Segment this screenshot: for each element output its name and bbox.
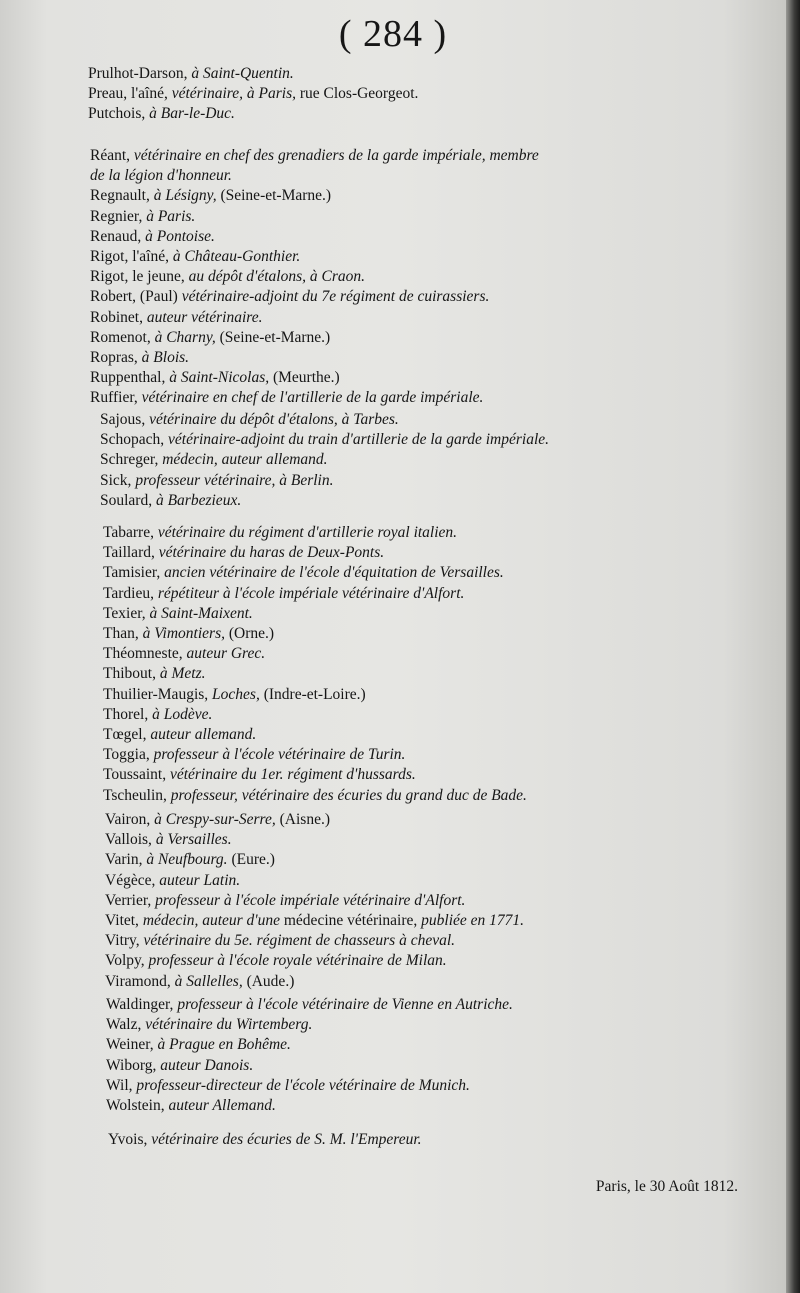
entry-line	[103, 624, 274, 644]
entry-line	[100, 450, 328, 470]
entry-line	[90, 267, 365, 287]
entry-text: Volpy,	[105, 952, 149, 970]
entry-text: Toggia,	[103, 746, 154, 764]
entry-italic-text: à Saint-Maixent.	[149, 604, 253, 622]
entry-text: Toussaint,	[103, 766, 170, 784]
entry-italic-text: vétérinaire en chef des grenadiers de la garde impériale, membre	[133, 147, 539, 164]
entry-text: Renaud,	[90, 227, 146, 245]
entry-text: Tabarre,	[103, 524, 158, 541]
entry-text: Romenot,	[90, 328, 155, 346]
entry-line	[88, 84, 418, 104]
entry-text: Robert, (Paul)	[90, 288, 182, 306]
entry-text: Texier,	[103, 604, 150, 622]
entry-italic-text: à Versailles.	[155, 831, 232, 849]
entry-italic-text: vétérinaire du régiment d'artillerie royal italien.	[157, 524, 458, 541]
entry-italic-text: publiée en 1771.	[421, 912, 525, 929]
entry-line	[106, 1076, 470, 1096]
entry-text: Thorel,	[103, 705, 153, 723]
entry-text: Thuilier-Maugis,	[103, 685, 213, 703]
entry-text: Verrier,	[105, 891, 156, 909]
entry-line	[100, 410, 399, 430]
entry-italic-text: à Pontoise.	[145, 227, 215, 245]
entry-line	[103, 745, 405, 765]
entry-italic-text: à Neufbourg.	[146, 851, 232, 869]
entry-line	[105, 911, 524, 931]
entry-line	[103, 563, 504, 583]
entry-text: Regnier,	[90, 207, 147, 225]
entry-text: (Orne.)	[228, 625, 275, 642]
entry-line	[103, 523, 457, 543]
entry-italic-text: à Crespy-sur-Serre,	[154, 811, 280, 828]
entry-text: (Seine-et-Marne.)	[220, 187, 332, 205]
entry-text: (Seine-et-Marne.)	[219, 328, 331, 346]
entry-line	[100, 430, 549, 450]
entry-italic-text: vétérinaire en chef de l'artillerie de la garde impériale.	[141, 389, 484, 407]
entry-line	[103, 664, 205, 684]
entry-line	[103, 604, 253, 624]
entry-italic-text: à Bar-le-Duc.	[149, 105, 235, 123]
entry-italic-text: à Saint-Quentin.	[191, 65, 294, 82]
page-number: ( 284 )	[338, 13, 448, 55]
entry-text: Tscheulin,	[103, 786, 171, 804]
entry-italic-text: à Lésigny,	[153, 187, 221, 205]
entry-line	[106, 1096, 276, 1116]
entry-italic-text: à Metz.	[159, 665, 206, 683]
entry-text: Than,	[103, 625, 143, 642]
entry-italic-text: auteur vétérinaire.	[146, 308, 263, 326]
entry-italic-text: à Barbezieux.	[155, 491, 242, 509]
entry-line	[100, 471, 333, 491]
entry-italic-text: médecin, auteur allemand.	[162, 451, 328, 469]
entry-text: Tamisier,	[103, 564, 165, 582]
entry-line	[90, 328, 330, 348]
entry-text: Regnault,	[90, 187, 154, 205]
entry-italic-text: vétérinaire du haras de Deux-Ponts.	[158, 544, 385, 562]
entry-text: Walz,	[106, 1016, 146, 1034]
entry-text: Tardieu,	[103, 584, 158, 602]
entry-line	[103, 584, 464, 604]
entry-italic-text: à Château-Gonthier.	[172, 248, 301, 265]
entry-text: Sajous,	[100, 411, 150, 428]
entry-line	[105, 810, 330, 830]
entry-italic-text: à Paris.	[146, 207, 196, 225]
entry-text: Théomneste,	[103, 645, 187, 663]
entry-line	[90, 308, 263, 328]
entry-italic-text: auteur Allemand.	[168, 1097, 276, 1114]
entry-text: Rigot, l'aîné,	[90, 248, 173, 265]
entry-text: Vallois,	[105, 831, 156, 849]
entry-text: Wolstein,	[106, 1097, 169, 1114]
entry-text: Thibout,	[103, 665, 160, 683]
entry-line	[88, 104, 235, 124]
entry-italic-text: vétérinaire, à Paris,	[171, 85, 300, 103]
entry-italic-text: à Blois.	[141, 349, 190, 366]
entry-line	[90, 348, 189, 368]
entry-text: Putchois,	[88, 105, 150, 123]
entry-line	[88, 64, 294, 84]
entry-italic-text: auteur Danois.	[160, 1056, 254, 1074]
entry-italic-text: vétérinaire du 5e. régiment de chasseurs à cheval.	[143, 932, 456, 950]
entry-italic-text: médecin, auteur d'une	[142, 912, 284, 929]
entry-text: Viramond,	[105, 972, 175, 990]
entry-italic-text: professeur à l'école royale vétérinaire de Milan.	[148, 952, 447, 970]
entry-italic-text: auteur allemand.	[150, 726, 257, 743]
entry-line	[90, 287, 489, 307]
entry-line	[103, 685, 366, 705]
entry-text: Soulard,	[100, 491, 156, 509]
entry-text: Vitet,	[105, 912, 143, 929]
entry-line	[106, 1056, 253, 1076]
entry-italic-text: professeur-directeur de l'école vétérinaire de Munich.	[136, 1076, 470, 1094]
entry-line	[90, 388, 483, 408]
entry-text: Végèce,	[105, 871, 160, 889]
entry-italic-text: au dépôt d'étalons, à Craon.	[188, 268, 365, 286]
entry-line	[106, 995, 513, 1015]
entry-text: Varin,	[105, 851, 147, 869]
entry-text: Sick,	[100, 471, 136, 489]
entry-italic-text: Loches,	[212, 685, 264, 703]
entry-line	[100, 491, 241, 511]
entry-text: Ropras,	[90, 349, 142, 366]
entry-text: Réant,	[90, 147, 134, 164]
entry-line	[105, 850, 275, 870]
entry-italic-text: ancien vétérinaire de l'école d'équitation de Versailles.	[164, 564, 504, 582]
date-line: Paris, le 30 Août 1812.	[595, 1178, 738, 1195]
entry-italic-text: professeur à l'école vétérinaire de Turin.	[153, 746, 406, 764]
entry-line	[103, 786, 527, 806]
entry-italic-text: de la légion d'honneur.	[90, 167, 232, 185]
entry-italic-text: à Saint-Nicolas,	[169, 369, 273, 387]
entry-italic-text: à Sallelles,	[174, 972, 247, 990]
entry-text: Wil,	[106, 1076, 137, 1094]
entry-line	[105, 871, 240, 891]
entry-text: Vairon,	[105, 811, 155, 828]
entry-italic-text: à Charny,	[154, 328, 220, 346]
entry-text: (Eure.)	[231, 851, 275, 869]
entry-text: Ruppenthal,	[90, 369, 170, 387]
entry-line	[90, 368, 340, 388]
entry-line	[106, 1015, 312, 1035]
entry-italic-text: vétérinaire-adjoint du 7e régiment de cuirassiers.	[181, 288, 490, 306]
entry-line	[90, 247, 300, 267]
entry-italic-text: vétérinaire du dépôt d'étalons, à Tarbes.	[149, 411, 399, 428]
entry-text: Schopach,	[100, 431, 169, 449]
entry-line	[105, 951, 447, 971]
entry-text: Weiner,	[106, 1036, 158, 1054]
entry-italic-text: à Lodève.	[152, 705, 213, 723]
entry-italic-text: professeur à l'école vétérinaire de Vienne en Autriche.	[177, 996, 513, 1013]
entry-text: Yvois,	[108, 1131, 152, 1148]
entry-line	[106, 1035, 291, 1055]
entry-italic-text: auteur Latin.	[159, 871, 241, 889]
entry-text: (Meurthe.)	[272, 369, 340, 387]
entry-text: Vitry,	[105, 932, 144, 950]
entry-text: Waldinger,	[106, 996, 178, 1013]
entry-italic-text: professeur à l'école impériale vétérinaire d'Alfort.	[155, 891, 466, 909]
entry-text: (Indre-et-Loire.)	[263, 685, 366, 703]
entry-italic-text: à Prague en Bohême.	[157, 1036, 291, 1054]
entry-text: rue Clos-Georgeot.	[299, 85, 419, 103]
entry-line	[90, 166, 232, 186]
entry-line	[105, 972, 294, 992]
entry-line	[105, 931, 455, 951]
entry-text: Rigot, le jeune,	[90, 268, 189, 286]
entry-line	[103, 644, 265, 664]
entry-italic-text: vétérinaire-adjoint du train d'artillerie de la garde impériale.	[168, 431, 550, 449]
entry-text: Schreger,	[100, 451, 163, 469]
entry-line	[90, 207, 195, 227]
entry-text: Robinet,	[90, 308, 147, 326]
entry-italic-text: répétiteur à l'école impériale vétérinaire d'Alfort.	[157, 584, 465, 602]
entry-text: (Aude.)	[246, 972, 295, 990]
entry-line	[108, 1130, 422, 1150]
entry-text: Prulhot-Darson,	[88, 65, 192, 82]
entry-line	[103, 705, 212, 725]
entry-text: Preau, l'aîné,	[88, 85, 172, 103]
entry-text: Ruffier,	[90, 389, 142, 407]
entry-italic-text: vétérinaire du 1er. régiment d'hussards.	[169, 766, 416, 784]
entry-text: Taillard,	[103, 544, 159, 562]
entry-line	[103, 765, 416, 785]
entry-line	[90, 146, 539, 166]
entry-line	[103, 543, 384, 563]
entry-italic-text: professeur, vétérinaire des écuries du grand duc de Bade.	[170, 786, 527, 804]
entry-text: médecine vétérinaire,	[283, 912, 422, 929]
entry-italic-text: auteur Grec.	[186, 645, 266, 663]
entry-line	[105, 891, 465, 911]
entry-line	[90, 227, 215, 247]
entry-line	[90, 186, 331, 206]
page-edge-shadow	[786, 0, 800, 1293]
entry-line	[103, 725, 256, 745]
entry-italic-text: vétérinaire du Wirtemberg.	[145, 1016, 313, 1034]
entry-italic-text: à Vimontiers,	[142, 625, 229, 642]
entry-text: Tœgel,	[103, 726, 151, 743]
entry-line	[105, 830, 232, 850]
entry-italic-text: vétérinaire des écuries de S. M. l'Empereur.	[151, 1131, 422, 1148]
entry-italic-text: professeur vétérinaire, à Berlin.	[135, 471, 334, 489]
entry-text: Wiborg,	[106, 1056, 161, 1074]
entry-text: (Aisne.)	[279, 811, 330, 828]
